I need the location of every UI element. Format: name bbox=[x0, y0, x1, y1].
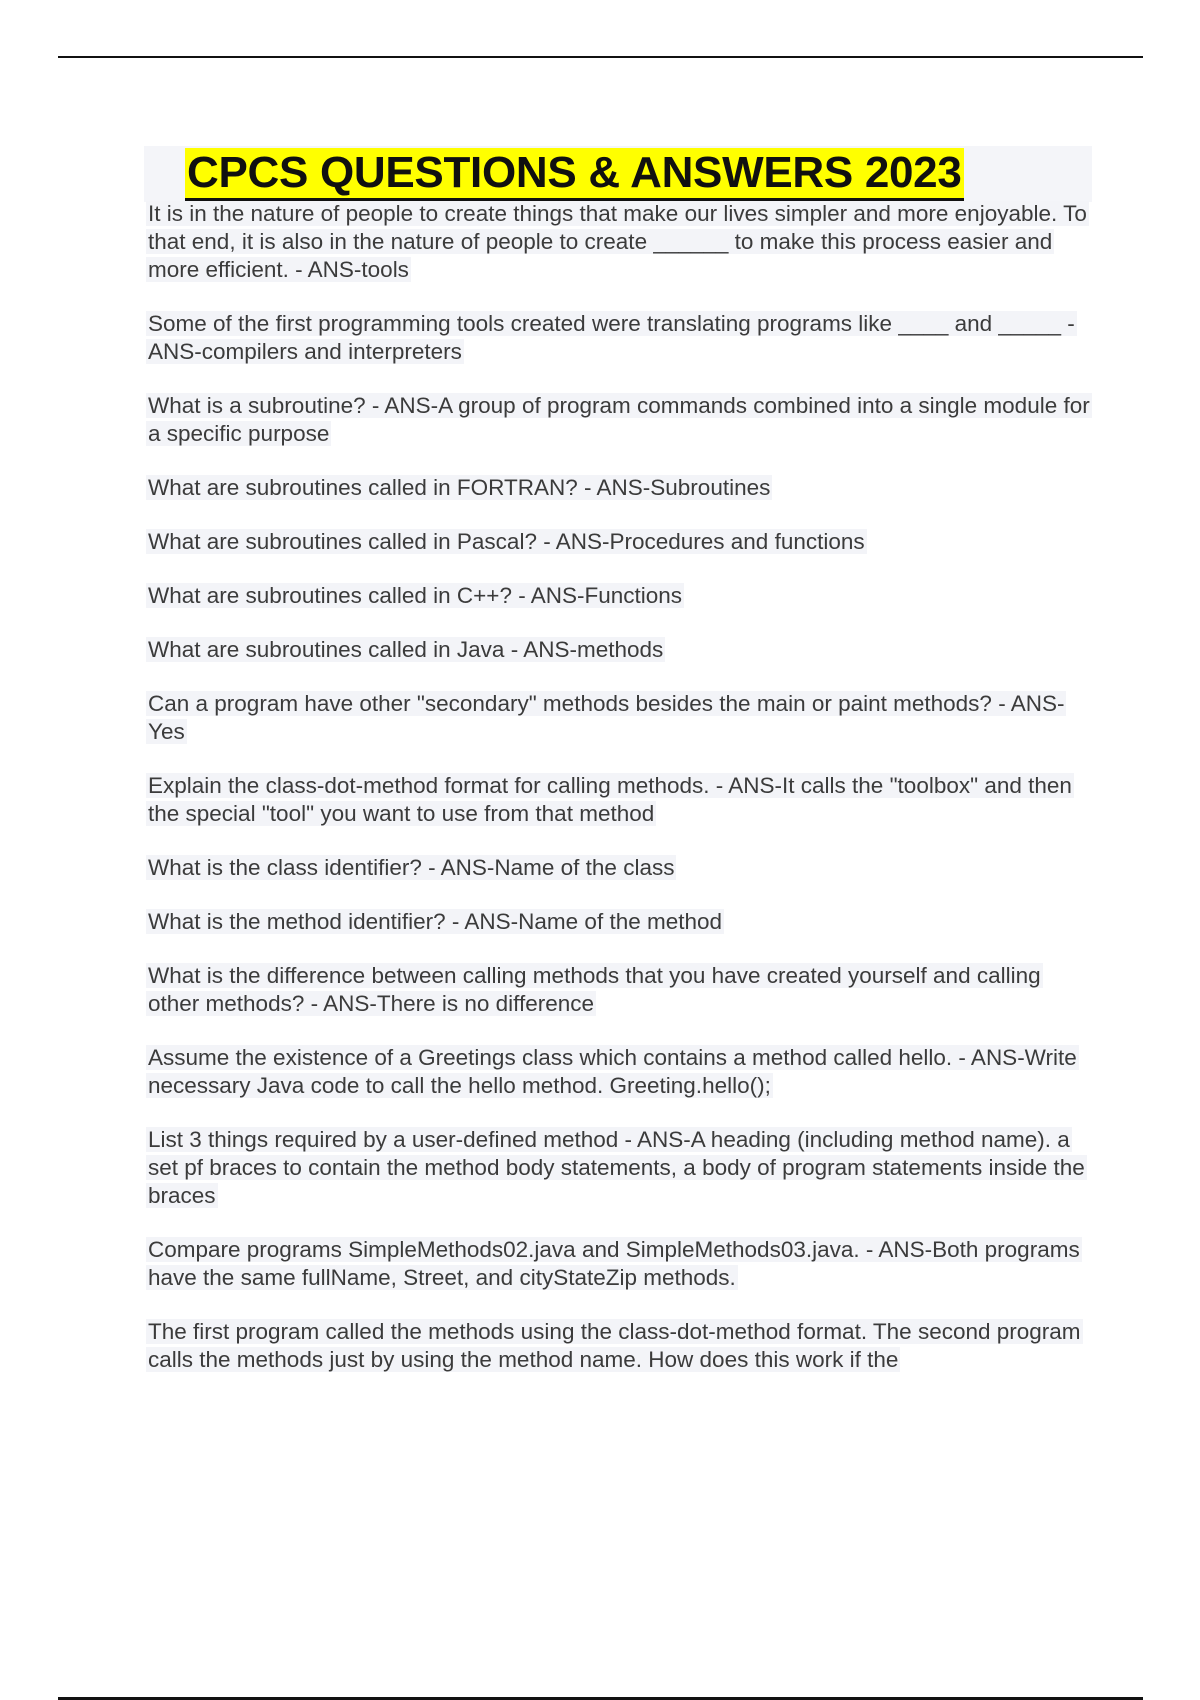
qa-text: What is the difference between calling methods that you have created yourself and calling other methods? - ANS-There is no difference bbox=[148, 963, 1041, 1016]
qa-list bbox=[146, 200, 1096, 1400]
top-rule bbox=[58, 56, 1143, 58]
qa-text: The first program called the methods using the class-dot-method format. The second program calls the methods just by using the method name. How does this work if the bbox=[148, 1319, 1081, 1372]
qa-text: What is a subroutine? - ANS-A group of program commands combined into a single module for a specific purpose bbox=[148, 393, 1090, 446]
page-title: CPCS QUESTIONS & ANSWERS 2023 bbox=[185, 148, 964, 201]
qa-item bbox=[146, 1236, 1096, 1292]
qa-text: Assume the existence of a Greetings class which contains a method called hello. - ANS-Write necessary Java code to call the hello method. Greeting.hello(); bbox=[148, 1045, 1077, 1098]
qa-text: What is the method identifier? - ANS-Name of the method bbox=[148, 909, 723, 934]
qa-item bbox=[146, 772, 1096, 828]
qa-item bbox=[146, 1126, 1096, 1210]
qa-item bbox=[146, 474, 1096, 502]
qa-text: List 3 things required by a user-defined method - ANS-A heading (including method name). a set pf braces to contain the method body statements, a body of program statements inside the braces bbox=[148, 1127, 1085, 1208]
qa-item bbox=[146, 1044, 1096, 1100]
qa-text: What are subroutines called in Pascal? - ANS-Procedures and functions bbox=[148, 529, 865, 554]
qa-item bbox=[146, 528, 1096, 556]
qa-text: It is in the nature of people to create things that make our lives simpler and more enjoyable. To that end, it is also in the nature of people to create ______ to make this process easier and more efficient. - ANS-tools bbox=[148, 201, 1087, 282]
qa-text: What is the class identifier? - ANS-Name of the class bbox=[148, 855, 675, 880]
qa-text: What are subroutines called in Java - ANS-methods bbox=[148, 637, 664, 662]
qa-text: Explain the class-dot-method format for calling methods. - ANS-It calls the "toolbox" and then the special "tool" you want to use from that method bbox=[148, 773, 1072, 826]
qa-item bbox=[146, 1318, 1096, 1374]
qa-item bbox=[146, 962, 1096, 1018]
qa-item bbox=[146, 582, 1096, 610]
qa-text: Some of the first programming tools created were translating programs like ____ and _____ - ANS-compilers and interpreters bbox=[148, 311, 1075, 364]
qa-item bbox=[146, 690, 1096, 746]
qa-text: What are subroutines called in C++? - ANS-Functions bbox=[148, 583, 683, 608]
qa-text: Can a program have other "secondary" methods besides the main or paint methods? - ANS-Yes bbox=[148, 691, 1065, 744]
qa-item bbox=[146, 200, 1096, 284]
qa-item bbox=[146, 908, 1096, 936]
qa-item bbox=[146, 392, 1096, 448]
qa-text: Compare programs SimpleMethods02.java and SimpleMethods03.java. - ANS-Both programs have the same fullName, Street, and cityStateZip methods. bbox=[148, 1237, 1080, 1290]
qa-item bbox=[146, 636, 1096, 664]
qa-item bbox=[146, 310, 1096, 366]
qa-item bbox=[146, 854, 1096, 882]
qa-text: What are subroutines called in FORTRAN? - ANS-Subroutines bbox=[148, 475, 771, 500]
